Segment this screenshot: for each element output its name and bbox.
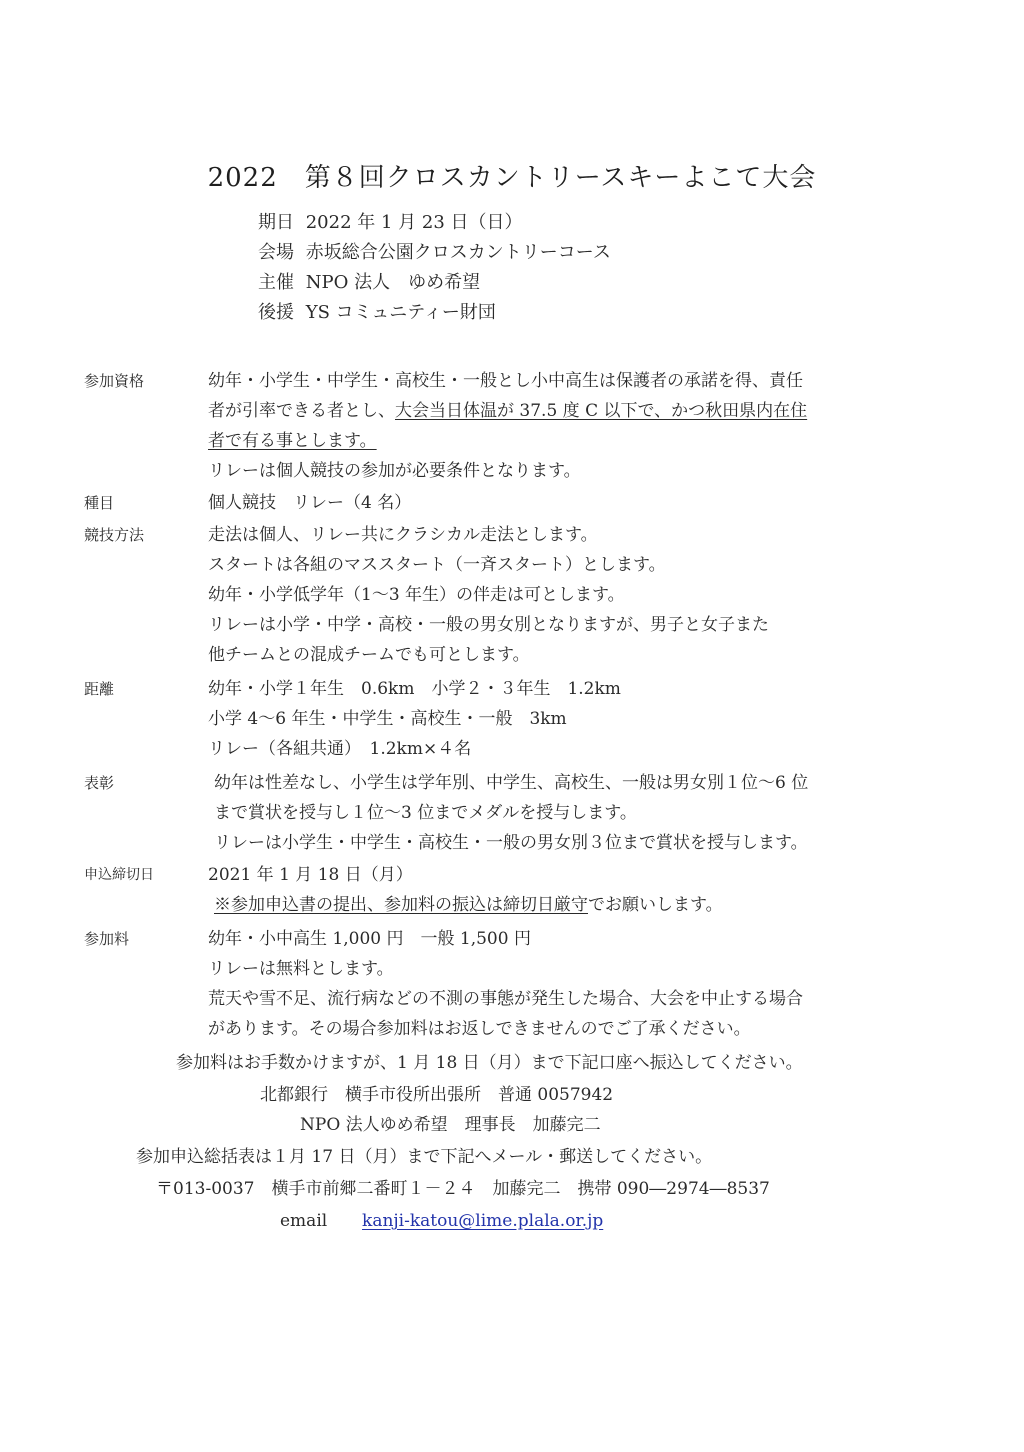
section-label: 競技方法 <box>84 526 145 544</box>
section-body <box>208 366 938 486</box>
email-line <box>280 1206 603 1236</box>
bank-account: 北都銀行 横手市役所出張所 普通 0057942 <box>260 1085 614 1105</box>
info-label: 期日 <box>258 212 294 233</box>
info-row-venue <box>258 238 611 268</box>
body-line: 小学 4～6 年生・中学生・高校生・一般 3km <box>208 709 567 729</box>
body-line: 2021 年 1 月 18 日（月） <box>208 865 413 885</box>
info-value: YS コミュニティー財団 <box>305 302 496 323</box>
info-label: 後援 <box>258 302 294 323</box>
section-label: 距離 <box>84 680 115 698</box>
body-line: リレーは個人競技の参加が必要条件となります。 <box>208 461 581 481</box>
underlined-text: 者で有る事とします。 <box>208 431 377 451</box>
body-line <box>208 396 938 426</box>
info-value: 赤坂総合公園クロスカントリーコース <box>305 242 611 263</box>
section-label: 参加資格 <box>84 372 145 390</box>
info-value: NPO 法人 ゆめ希望 <box>305 272 481 293</box>
body-line: スタートは各組のマススタート（一斉スタート）とします。 <box>208 555 666 575</box>
info-value: 2022 年 1 月 23 日（日） <box>305 212 523 233</box>
body-line: リレーは無料とします。 <box>208 959 394 979</box>
section-body <box>208 488 938 518</box>
info-row-date <box>258 208 611 238</box>
postal-address: 〒013-0037 横手市前郷二番町１－２４ 加藤完二 携帯 090―2974―8537 <box>156 1179 770 1199</box>
body-line: リレー（各組共通） 1.2km×４名 <box>208 739 472 759</box>
body-line: まで賞状を授与し１位～3 位までメダルを授与します。 <box>214 803 637 823</box>
body-line: 幼年・小中高生 1,000 円 一般 1,500 円 <box>208 929 531 949</box>
body-line: 幼年は性差なし、小学生は学年別、中学生、高校生、一般は男女別１位～6 位 <box>214 773 809 793</box>
section-label: 申込締切日 <box>84 867 154 883</box>
body-text: でお願いします。 <box>588 895 723 915</box>
body-line <box>208 890 938 920</box>
section-body <box>214 768 944 858</box>
section-body <box>208 520 938 670</box>
section-label: 種目 <box>84 494 115 512</box>
info-row-sponsor <box>258 298 611 328</box>
section-body <box>208 924 938 1044</box>
body-line <box>208 426 938 456</box>
underlined-text: 大会当日体温が 37.5 度 C 以下で、かつ秋田県内在住 <box>395 401 808 421</box>
payment-instruction: 参加料はお手数かけますが、1 月 18 日（月）まで下記口座へ振込してください。 <box>176 1053 803 1073</box>
section-body <box>208 674 938 764</box>
info-row-organizer <box>258 268 611 298</box>
body-line: リレーは小学・中学・高校・一般の男女別となりますが、男子と女子また <box>208 615 769 635</box>
section-label: 表彰 <box>84 774 115 792</box>
body-line: リレーは小学生・中学生・高校生・一般の男女別３位まで賞状を授与します。 <box>214 833 808 853</box>
section-label: 参加料 <box>84 930 130 948</box>
info-label: 会場 <box>258 242 294 263</box>
email-link[interactable]: kanji-katou@lime.plala.or.jp <box>362 1211 604 1231</box>
section-body <box>208 860 938 920</box>
underlined-text: ※参加申込書の提出、参加料の振込は締切日厳守 <box>214 895 588 915</box>
body-line: があります。その場合参加料はお返しできませんのでご了承ください。 <box>208 1019 751 1039</box>
page-title: 2022 第８回クロスカントリースキーよこて大会 <box>207 163 817 193</box>
body-line: 幼年・小学低学年（1～3 年生）の伴走は可とします。 <box>208 585 625 605</box>
account-holder: NPO 法人ゆめ希望 理事長 加藤完二 <box>300 1115 601 1135</box>
body-line: 幼年・小学生・中学生・高校生・一般とし小中高生は保護者の承諾を得、責任 <box>208 371 803 391</box>
body-text: 者が引率できる者とし、 <box>208 401 395 421</box>
event-info <box>258 208 611 328</box>
body-line: 他チームとの混成チームでも可とします。 <box>208 645 530 665</box>
application-instruction: 参加申込総括表は１月 17 日（月）まで下記へメール・郵送してください。 <box>136 1147 713 1167</box>
info-label: 主催 <box>258 272 294 293</box>
email-label: email <box>280 1211 328 1231</box>
body-line: 個人競技 リレー（4 名） <box>208 493 412 513</box>
body-line: 幼年・小学１年生 0.6km 小学２・３年生 1.2km <box>208 679 621 699</box>
body-line: 荒天や雪不足、流行病などの不測の事態が発生した場合、大会を中止する場合 <box>208 989 803 1009</box>
body-line: 走法は個人、リレー共にクラシカル走法とします。 <box>208 525 598 545</box>
